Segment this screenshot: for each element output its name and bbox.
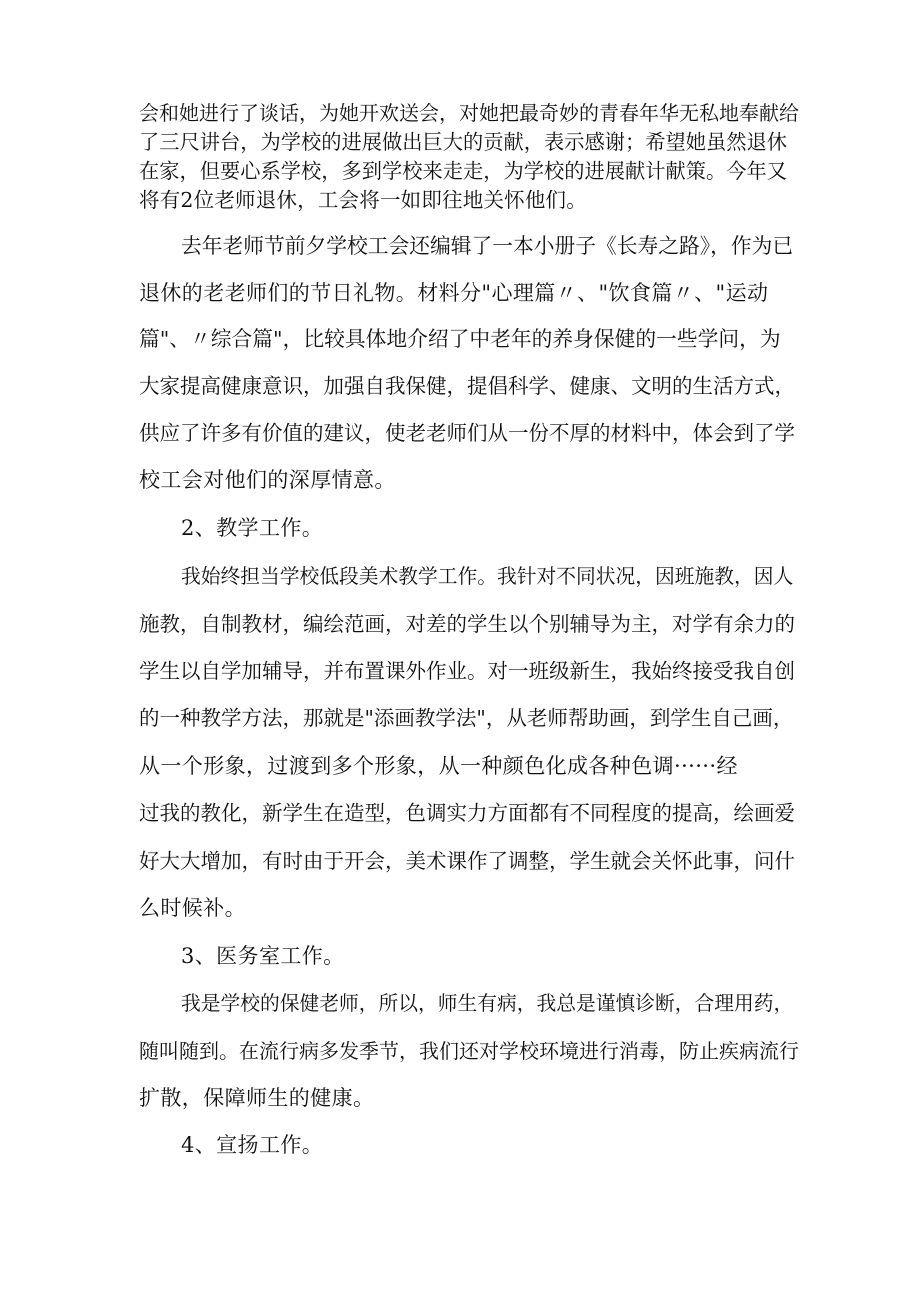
- text-line: 从一个形象，过渡到多个形象，从一种颜色化成各种色调······经: [139, 754, 738, 778]
- text-line: 大家提高健康意识，加强自我保健，提倡科学、健康、文明的生活方式，: [139, 374, 795, 398]
- text-line: 我是学校的保健老师，所以，师生有病，我总是谨慎诊断，合理用药，: [181, 992, 794, 1015]
- text-line: 了三尺讲台，为学校的进展做出巨大的贡献，表示感谢；希望她虽然退休: [139, 130, 788, 154]
- section-heading: 4、宣扬工作。: [181, 1133, 324, 1157]
- text-line: 施教，自制教材，编绘范画，对差的学生以个别辅导为主，对学有余力的: [139, 612, 795, 636]
- text-line: 好大大增加，有时由于开会，美术课作了调整，学生就会关怀此事，问什: [139, 849, 795, 873]
- text-line: 扩散，保障师生的健康。: [139, 1086, 375, 1110]
- text-line: 学生以自学加辅导，并布置课外作业。对一班级新生，我始终接受我自创: [139, 659, 795, 683]
- text-line: 会和她进行了谈话，为她开欢送会，对她把最奇妙的青春年华无私地奉献给: [139, 101, 799, 125]
- text-line: 将有2位老师退休，工会将一如即往地关怀他们。: [139, 188, 587, 212]
- text-line: 我始终担当学校低段美术教学工作。我针对不同状况，因班施教，因人: [181, 565, 794, 588]
- text-line: 的一种教学方法，那就是"添画教学法"，从老师帮助画，到学生自己画，: [139, 706, 794, 730]
- section-heading: 3、医务室工作。: [181, 944, 345, 968]
- text-line: 在家，但要心系学校，多到学校来走走，为学校的进展献计献策。今年又: [139, 159, 788, 183]
- text-line: 供应了许多有价值的建议，使老老师们从一份不厚的材料中，体会到了学: [139, 421, 795, 445]
- text-line: 校工会对他们的深厚情意。: [139, 468, 396, 492]
- section-heading: 2、教学工作。: [181, 516, 324, 540]
- text-line: 随叫随到。在流行病多发季节，我们还对学校环境进行消毒，防止疾病流行: [139, 1039, 799, 1063]
- text-line: 过我的教化，新学生在造型，色调实力方面都有不同程度的提高，绘画爱: [139, 801, 795, 825]
- text-line: 篇"、〃综合篇"，比较具体地介绍了中老年的养身保健的一些学问，为: [139, 327, 781, 351]
- text-line: 去年老师节前夕学校工会还编辑了一本小册子《长寿之路》，作为已: [181, 234, 794, 258]
- text-line: 么时候补。: [139, 896, 246, 920]
- text-line: 退休的老老师们的节日礼物。材料分"心理篇〃、"饮食篇〃、"运动: [139, 281, 769, 305]
